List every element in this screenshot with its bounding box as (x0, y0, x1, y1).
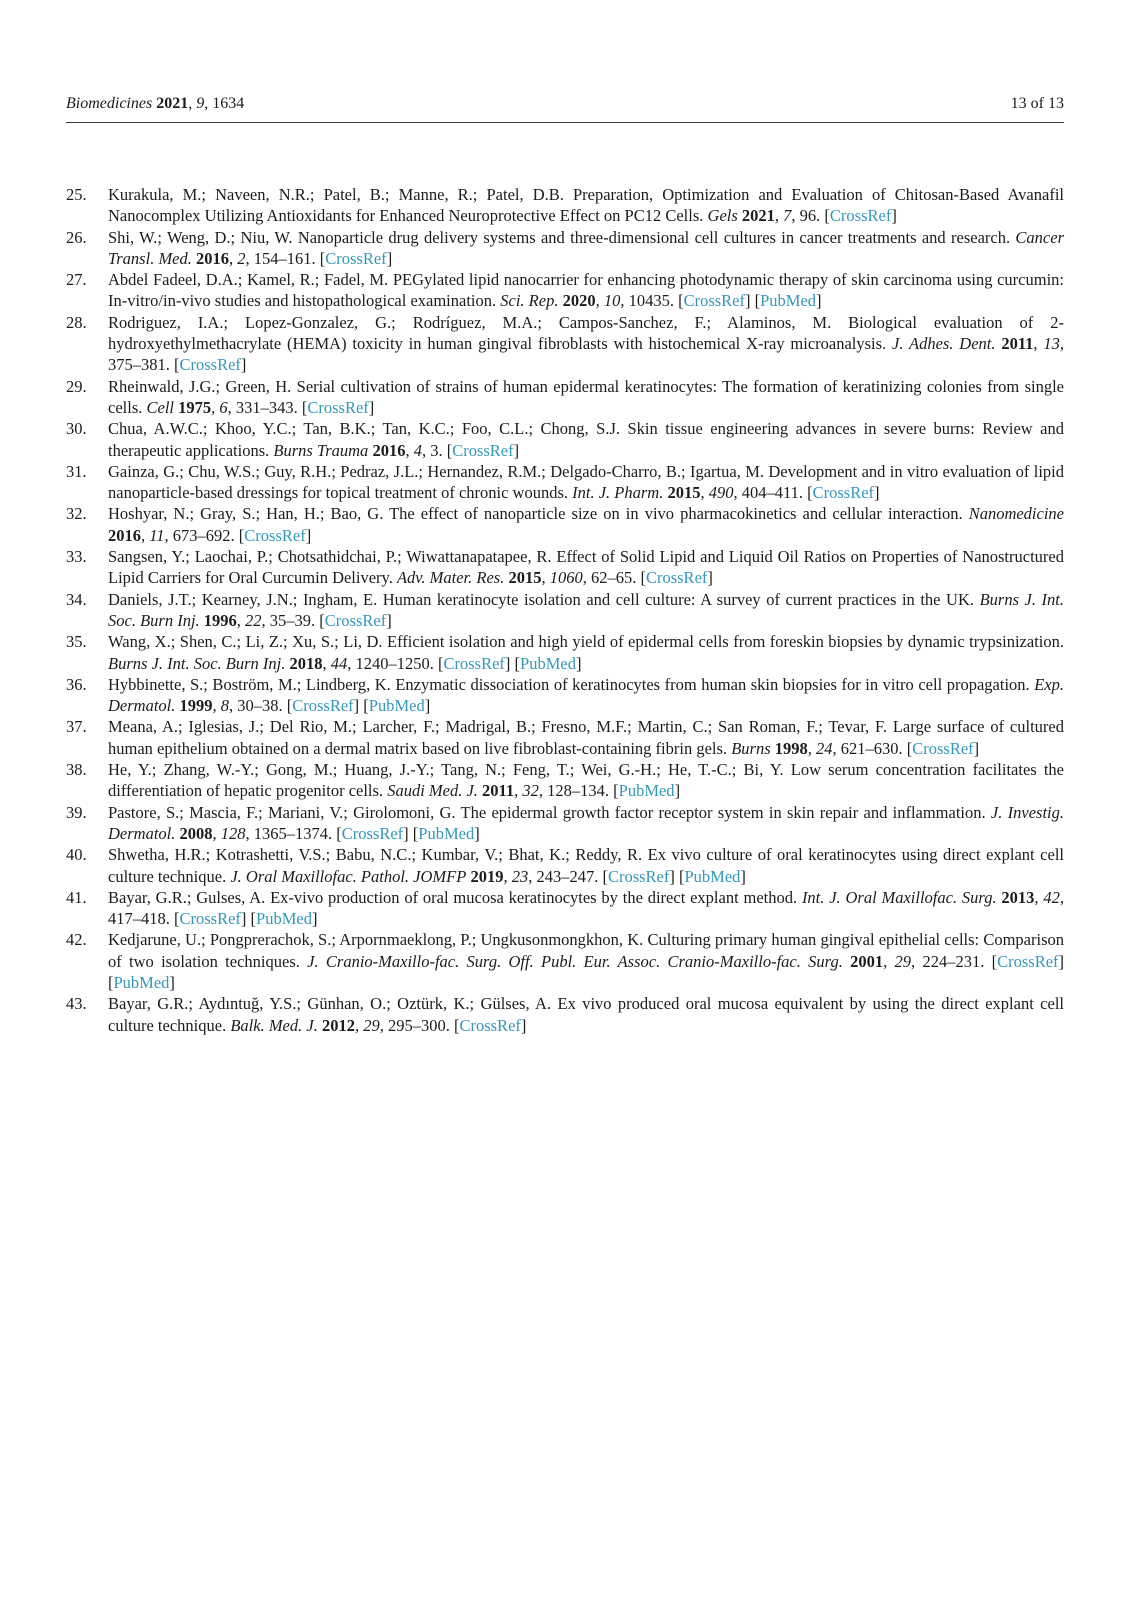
crossref-link[interactable]: CrossRef (683, 291, 745, 311)
pubmed-link[interactable]: PubMed (368, 696, 425, 716)
journal-name: Sci. Rep. (500, 291, 559, 311)
volume-number: 29 (894, 951, 912, 971)
volume-number: 13 (1043, 334, 1060, 354)
reference-item (66, 589, 1064, 632)
reference-citation: Rheinwald, J.G.; Green, H. Serial cultivation of strains of human epidermal keratinocytes: The formation of keratinizing colonies from single cells. Cell 1975, 6, 331–343. [CrossRef] (108, 376, 1064, 417)
reference-number: 26. (66, 227, 87, 247)
volume-number: 6 (219, 397, 228, 417)
reference-number: 33. (66, 547, 87, 567)
crossref-link[interactable]: CrossRef (292, 696, 354, 716)
publication-year: 1998 (774, 738, 808, 758)
journal-name: Nanomedicine (968, 504, 1064, 524)
reference-citation: Abdel Fadeel, D.A.; Kamel, R.; Fadel, M. PEGylated lipid nanocarrier for enhancing photodynamic therapy of skin carcinoma using curcumin: In-vitro/in-vivo studies and histopathological examination. Sci. Rep. 2020, 10, 10435. [CrossRef] [PubMed] (108, 270, 1064, 311)
citation-segment: Biomedicines (66, 95, 157, 112)
pubmed-link[interactable]: PubMed (520, 653, 576, 673)
journal-name: Saudi Med. J. (387, 781, 478, 801)
publication-year: 2020 (562, 291, 596, 311)
journal-name: Int. J. Oral Maxillofac. Surg. (801, 887, 997, 907)
reference-item (66, 376, 1064, 419)
crossref-link[interactable]: CrossRef (452, 440, 514, 460)
reference-item (66, 227, 1064, 270)
crossref-link[interactable]: CrossRef (325, 248, 387, 268)
journal-name: Gels (707, 206, 738, 226)
citation-segment: 2021 (156, 95, 189, 112)
reference-number: 27. (66, 270, 87, 290)
reference-item (66, 802, 1064, 845)
reference-number: 28. (66, 312, 87, 332)
reference-number: 43. (66, 994, 87, 1014)
volume-number: 22 (245, 610, 262, 630)
crossref-link[interactable]: CrossRef (459, 1015, 521, 1035)
crossref-link[interactable]: CrossRef (341, 823, 404, 843)
pubmed-link[interactable]: PubMed (418, 823, 475, 843)
citation-segment: , 1634 (204, 95, 245, 112)
pubmed-link[interactable]: PubMed (618, 781, 675, 801)
journal-name: Burns J. Int. Soc. Burn Inj. (108, 653, 286, 673)
citation-segment: , (188, 95, 197, 112)
volume-number: 42 (1043, 887, 1060, 907)
journal-name: Burns J. Int. Soc. Burn Inj. (108, 589, 1064, 630)
reference-item (66, 503, 1064, 546)
journal-name: Adv. Mater. Res. (396, 568, 505, 588)
volume-number: 128 (220, 823, 246, 843)
pubmed-link[interactable]: PubMed (256, 909, 312, 929)
reference-citation: Pastore, S.; Mascia, F.; Mariani, V.; Girolomoni, G. The epidermal growth factor receptor system in skin repair and inflammation. J. Investig. Dermatol. 2008, 128, 1365–1374. [CrossRef] [PubMed] (108, 802, 1064, 843)
reference-item (66, 887, 1064, 930)
reference-number: 40. (66, 845, 87, 865)
reference-item (66, 418, 1064, 461)
pubmed-link[interactable]: PubMed (684, 866, 741, 886)
publication-year: 2001 (850, 951, 884, 971)
citation-segment: 9 (196, 95, 205, 112)
reference-item (66, 269, 1064, 312)
reference-citation: Shwetha, H.R.; Kotrashetti, V.S.; Babu, N.C.; Kumbar, V.; Bhat, K.; Reddy, R. Ex vivo culture of oral keratinocytes using direct explant cell culture technique. J. Oral Maxillofac. Pathol. JOMFP 2019, 23, 243–247. [CrossRef] [PubMed] (108, 845, 1064, 886)
volume-number: 8 (220, 696, 229, 716)
header-rule (66, 122, 1064, 123)
volume-number: 24 (815, 738, 833, 758)
page-number-indicator: 13 of 13 (1010, 95, 1064, 112)
reference-item (66, 184, 1064, 227)
reference-item (66, 716, 1064, 759)
crossref-link[interactable]: CrossRef (324, 610, 387, 630)
reference-number: 36. (66, 674, 87, 694)
publication-year: 1996 (203, 610, 237, 630)
publication-year: 2015 (667, 483, 701, 503)
journal-citation (66, 94, 244, 114)
publication-year: 2021 (741, 206, 775, 226)
reference-citation: Shi, W.; Weng, D.; Niu, W. Nanoparticle drug delivery systems and three-dimensional cell cultures in cancer treatments and research. Cancer Transl. Med. 2016, 2, 154–161. [CrossRef] (108, 227, 1064, 268)
crossref-link[interactable]: CrossRef (179, 909, 241, 929)
journal-name: J. Oral Maxillofac. Pathol. JOMFP (230, 866, 467, 886)
journal-name: Exp. Dermatol. (108, 674, 1064, 716)
volume-number: 2 (237, 248, 246, 268)
reference-number: 32. (66, 504, 87, 524)
publication-year: 2015 (508, 568, 542, 588)
reference-item (66, 312, 1064, 376)
journal-name: J. Cranio-Maxillo-fac. Surg. Off. Publ. Eur. Assoc. Cranio-Maxillo-fac. Surg. (307, 951, 843, 971)
reference-number: 37. (66, 717, 87, 737)
reference-number: 25. (66, 185, 87, 204)
publication-year: 2011 (482, 781, 515, 801)
reference-item (66, 993, 1064, 1036)
reference-citation: Bayar, G.R.; Aydıntuğ, Y.S.; Günhan, O.; Oztürk, K.; Gülses, A. Ex vivo produced oral mucosa equivalent by using the direct explant cell culture technique. Balk. Med. J. 2012, 29, 295–300. [CrossRef] (108, 994, 1064, 1035)
crossref-link[interactable]: CrossRef (443, 653, 505, 673)
reference-citation: Bayar, G.R.; Gulses, A. Ex-vivo production of oral mucosa keratinocytes by the direct explant method. Int. J. Oral Maxillofac. Surg. 2013, 42, 417–418. [CrossRef] [PubMed] (108, 887, 1064, 929)
volume-number: 10 (603, 291, 621, 311)
publication-year: 2008 (179, 823, 213, 843)
reference-citation: Meana, A.; Iglesias, J.; Del Rio, M.; Larcher, F.; Madrigal, B.; Fresno, M.F.; Martin, C.; San Roman, F.; Tevar, F. Large surface of cultured human epithelium obtained on a dermal matrix based on live fibroblast-containing fibrin gels. Burns 1998, 24, 621–630. [CrossRef] (108, 717, 1064, 758)
publication-year: 1999 (179, 696, 213, 716)
crossref-link[interactable]: CrossRef (307, 397, 369, 417)
reference-item (66, 844, 1064, 887)
journal-name: Cell (146, 397, 174, 417)
reference-citation: Hoshyar, N.; Gray, S.; Han, H.; Bao, G. The effect of nanoparticle size on in vivo pharmacokinetics and cellular interaction. Nanomedicine 2016, 11, 673–692. [CrossRef] (108, 504, 1064, 545)
reference-number: 31. (66, 461, 87, 481)
reference-number: 30. (66, 419, 87, 439)
reference-item (66, 674, 1064, 717)
journal-name: Burns (731, 738, 771, 758)
reference-number: 34. (66, 589, 87, 609)
journal-name: Balk. Med. J. (230, 1015, 318, 1035)
crossref-link[interactable]: CrossRef (244, 525, 306, 545)
reference-item (66, 461, 1064, 504)
reference-number: 35. (66, 632, 87, 652)
journal-name: Burns Trauma (273, 440, 369, 460)
journal-name: J. Adhes. Dent. (892, 334, 996, 354)
reference-list (66, 184, 1064, 1036)
volume-number: 1060 (549, 568, 583, 588)
reference-citation: Gainza, G.; Chu, W.S.; Guy, R.H.; Pedraz, J.L.; Hernandez, R.M.; Delgado-Charro, B.; Igartua, M. Development and in vitro evaluation of lipid nanoparticle-based dressings for topical treatment of chronic wounds. Int. J. Pharm. 2015, 490, 404–411. [CrossRef] (108, 461, 1064, 503)
crossref-link[interactable]: CrossRef (607, 866, 670, 886)
reference-citation: Daniels, J.T.; Kearney, J.N.; Ingham, E. Human keratinocyte isolation and cell culture: A survey of current practices in the UK. Burns J. Int. Soc. Burn Inj. 1996, 22, 35–39. [CrossRef] (108, 589, 1064, 630)
journal-name: Cancer Transl. Med. (108, 227, 1064, 268)
pubmed-link[interactable]: PubMed (760, 291, 817, 311)
reference-number: 39. (66, 802, 87, 822)
volume-number: 44 (330, 653, 348, 673)
volume-number: 7 (783, 206, 792, 226)
reference-item (66, 631, 1064, 674)
reference-citation: Chua, A.W.C.; Khoo, Y.C.; Tan, B.K.; Tan, K.C.; Foo, C.L.; Chong, S.J. Skin tissue engineering advances in severe burns: Review and therapeutic applications. Burns Trauma 2016, 4, 3. [CrossRef] (108, 419, 1064, 460)
volume-number: 23 (511, 866, 529, 886)
page-header (66, 94, 1064, 114)
volume-number: 11 (149, 525, 165, 545)
crossref-link[interactable]: CrossRef (997, 951, 1059, 971)
reference-citation: Kurakula, M.; Naveen, N.R.; Patel, B.; Manne, R.; Patel, D.B. Preparation, Optimization and Evaluation of Chitosan-Based Avanafil Nanocomplex Utilizing Antioxidants for Enhanced Neuroprotective Effect on PC12 Cells. Gels 2021, 7, 96. [CrossRef] (108, 185, 1064, 226)
volume-number: 490 (708, 483, 734, 503)
reference-item (66, 546, 1064, 589)
reference-citation: Rodriguez, I.A.; Lopez-Gonzalez, G.; Rodríguez, M.A.; Campos-Sanchez, F.; Alaminos, M. Biological evaluation of 2-hydroxyethylmethacrylate (HEMA) toxicity in human gingival fibroblasts with histochemical X-ray microanalysis. J. Adhes. Dent. 2011, 13, 375–381. [CrossRef] (108, 312, 1065, 375)
reference-citation: Hybbinette, S.; Boström, M.; Lindberg, K. Enzymatic dissociation of keratinocytes from human skin biopsies for in vitro cell propagation. Exp. Dermatol. 1999, 8, 30–38. [CrossRef] [PubMed] (108, 674, 1064, 716)
journal-name: J. Investig. Dermatol. (108, 802, 1064, 843)
reference-number: 38. (66, 760, 87, 780)
publication-year: 2019 (470, 866, 504, 886)
crossref-link[interactable]: CrossRef (912, 738, 974, 758)
crossref-link[interactable]: CrossRef (812, 483, 875, 503)
publication-year: 1975 (178, 397, 212, 417)
journal-name: Int. J. Pharm. (572, 483, 664, 503)
volume-number: 29 (363, 1015, 380, 1035)
reference-citation: Sangsen, Y.; Laochai, P.; Chotsathidchai, P.; Wiwattanapatapee, R. Effect of Solid Lipid and Liquid Oil Ratios on Properties of Nanostructured Lipid Carriers for Oral Curcumin Delivery. Adv. Mater. Res. 2015, 1060, 62–65. [CrossRef] (108, 547, 1064, 588)
publication-year: 2011 (1001, 334, 1034, 354)
pubmed-link[interactable]: PubMed (113, 972, 170, 992)
crossref-link[interactable]: CrossRef (645, 568, 708, 588)
publication-year: 2016 (108, 525, 141, 545)
reference-number: 29. (66, 376, 87, 396)
reference-number: 41. (66, 887, 87, 907)
crossref-link[interactable]: CrossRef (179, 355, 241, 375)
crossref-link[interactable]: CrossRef (829, 206, 892, 226)
reference-number: 42. (66, 930, 87, 950)
publication-year: 2016 (372, 440, 406, 460)
reference-citation: He, Y.; Zhang, W.-Y.; Gong, M.; Huang, J.-Y.; Tang, N.; Feng, T.; Wei, G.-H.; He, T.-C.; Bi, Y. Low serum concentration facilitates the differentiation of hepatic progenitor cells. Saudi Med. J. 2011, 32, 128–134. [PubMed] (108, 760, 1064, 801)
publication-year: 2018 (289, 653, 323, 673)
publication-year: 2016 (196, 248, 230, 268)
reference-citation: Kedjarune, U.; Pongprerachok, S.; Arpornmaeklong, P.; Ungkusonmongkhon, K. Culturing primary human gingival epithelial cells: Comparison of two isolation techniques. J. Cranio-Maxillo-fac. Surg. Off. Publ. Eur. Assoc. Cranio-Maxillo-fac. Surg. 2001, 29, 224–231. [CrossRef] [PubMed] (108, 930, 1065, 992)
publication-year: 2012 (321, 1015, 355, 1035)
reference-item (66, 929, 1064, 993)
publication-year: 2013 (1001, 887, 1035, 907)
volume-number: 4 (413, 440, 422, 460)
reference-citation: Wang, X.; Shen, C.; Li, Z.; Xu, S.; Li, D. Efficient isolation and high yield of epidermal cells from foreskin biopsies by dynamic trypsinization. Burns J. Int. Soc. Burn Inj. 2018, 44, 1240–1250. [CrossRef] [PubMed] (108, 632, 1064, 673)
reference-item (66, 759, 1064, 802)
volume-number: 32 (522, 781, 539, 801)
